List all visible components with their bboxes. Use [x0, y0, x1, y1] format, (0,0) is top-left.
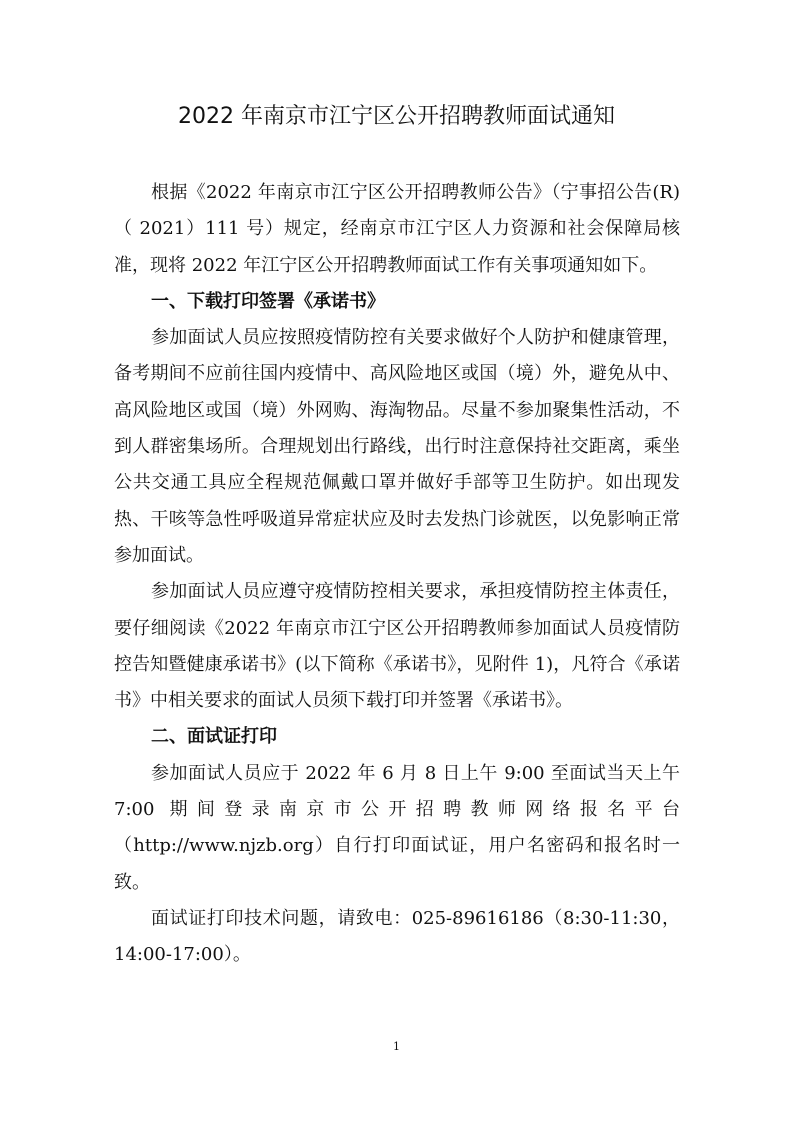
epidemic-prevention-paragraph: 参加面试人员应按照疫情防控有关要求做好个人防护和健康管理，备考期间不应前往国内疫情中、高风险地区或国（境）外，避免从中、高风险地区或国（境）外网购、海淘物品。尽量不参加聚集性活动，不到人群密集场所。合理规划出行路线，出行时注意保持社交距离，乘坐公共交通工具应全程规范佩戴口罩并做好手部等卫生防护。如出现发热、干咳等急性呼吸道异常症状应及时去发热门诊就医，以免影响正常参加面试。	[114, 327, 680, 566]
page-number: 1	[393, 1040, 400, 1053]
section-heading-2: 二、面试证打印	[151, 726, 277, 748]
commitment-paragraph: 参加面试人员应遵守疫情防控相关要求，承担疫情防控主体责任，要仔细阅读《2022 年南京市江宁区公开招聘教师参加面试人员疫情防控告知暨健康承诺书》(以下简称《承诺书》，见附件 1)，凡符合《承诺书》中相关要求的面试人员须下载打印并签署《承诺书》。	[114, 581, 680, 712]
document-title: 2022 年南京市江宁区公开招聘教师面试通知	[178, 104, 615, 129]
intro-paragraph: 根据《2022 年南京市江宁区公开招聘教师公告》（宁事招公告(R) （ 2021）111 号）规定，经南京市江宁区人力资源和社会保障局核准，现将 2022 年江宁区公开招聘教师面试工作有关事项通知如下。	[114, 182, 680, 276]
print-certificate-paragraph: 参加面试人员应于 2022 年 6 月 8 日上午 9:00 至面试当天上午 7:00 期间登录南京市公开招聘教师网络报名平台（http://www.njzb.org）自行打印面试证，用户名密码和报名时一致。	[114, 762, 680, 893]
section-heading-1: 一、下载打印签署《承诺书》	[151, 290, 385, 312]
technical-support-paragraph: 面试证打印技术问题，请致电：025-89616186（8:30-11:30，14:00-17:00）。	[114, 907, 680, 966]
document-body	[114, 175, 680, 974]
